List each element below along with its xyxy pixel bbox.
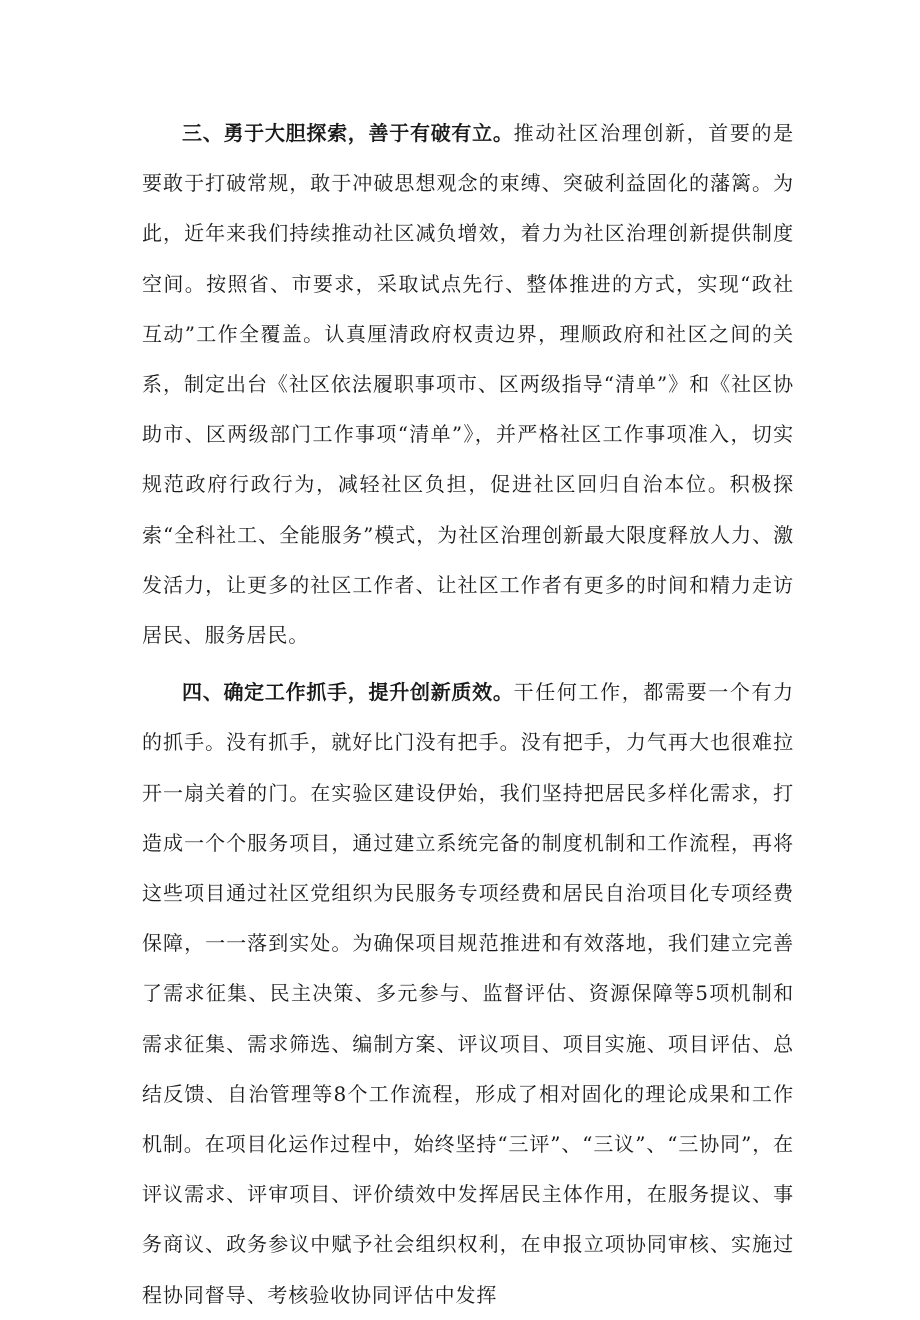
paragraph-section-four: [142, 667, 794, 1320]
section-four-body: 干任何工作，都需要一个有力的抓手。没有抓手，就好比门没有把手。没有把手，力气再大也很难拉开一扇关着的门。在实验区建设伊始，我们坚持把居民多样化需求，打造成一个个服务项目，通过建立系统完备的制度机制和工作流程，再将这些项目通过社区党组织为民服务专项经费和居民自治项目化专项经费保障，一一落到实处。为确保项目规范推进和有效落地，我们建立完善了需求征集、民主决策、多元参与、监督评估、资源保障等5项机制和需求征集、需求筛选、编制方案、评议项目、项目实施、项目评估、总结反馈、自治管理等8个工作流程，形成了相对固化的理论成果和工作机制。在项目化运作过程中，始终坚持“三评”、“三议”、“三协同”，在评议需求、评审项目、评价绩效中发挥居民主体作用，在服务提议、事务商议、政务参议中赋予社会组织权利，在申报立项协同审核、实施过程协同督导、考核验收协同评估中发挥: [142, 680, 795, 1307]
document-page: [142, 108, 794, 1320]
paragraph-section-three: [142, 108, 794, 660]
section-three-body: 推动社区治理创新，首要的是要敢于打破常规，敢于冲破思想观念的束缚、突破利益固化的藩篱。为此，近年来我们持续推动社区减负增效，着力为社区治理创新提供制度空间。按照省、市要求，采取试点先行、整体推进的方式，实现“政社互动”工作全覆盖。认真厘清政府权责边界，理顺政府和社区之间的关系，制定出台《社区依法履职事项市、区两级指导“清单”》和《社区协助市、区两级部门工作事项“清单”》，并严格社区工作事项准入，切实规范政府行政行为，减轻社区负担，促进社区回归自治本位。积极探索“全科社工、全能服务”模式，为社区治理创新最大限度释放人力、激发活力，让更多的社区工作者、让社区工作者有更多的时间和精力走访居民、服务居民。: [142, 121, 795, 648]
section-four-heading: 四、确定工作抓手，提升创新质效。: [182, 680, 514, 705]
section-three-heading: 三、勇于大胆探索，善于有破有立。: [182, 121, 514, 145]
